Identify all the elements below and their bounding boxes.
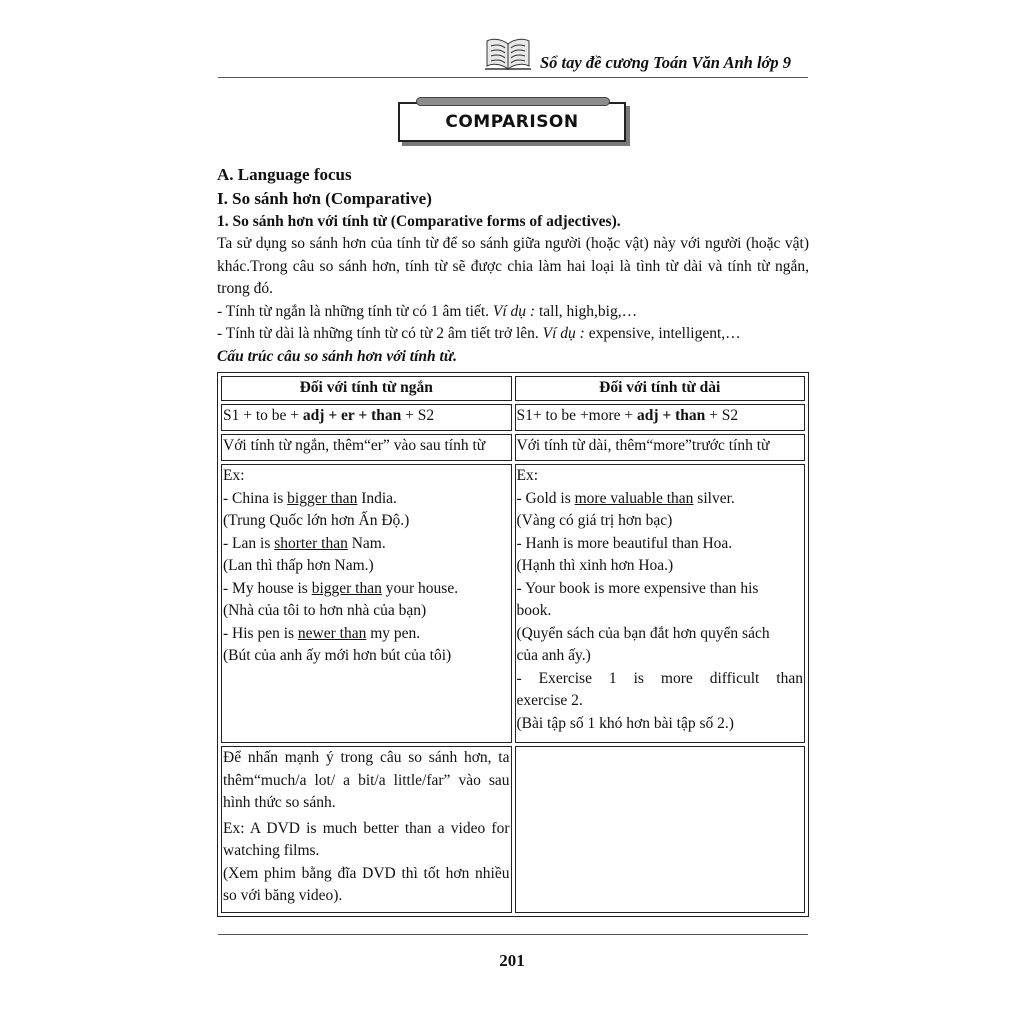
example-translation: (Bài tập số 1 khó hơn bài tập số 2.) — [516, 714, 734, 732]
long-adjective-text: - Tính từ dài là những tính từ có từ 2 âm tiết trở lên. — [217, 325, 543, 342]
example-translation: (Quyển sách của bạn đắt hơn quyển sách — [516, 624, 770, 642]
header-divider — [218, 77, 808, 78]
ex-label: Ex: — [516, 467, 539, 484]
ex-label: Ex: — [223, 467, 245, 484]
emphasis-translation: (Xem phim bằng đĩa DVD thì tốt hơn nhiều — [223, 864, 510, 882]
banner-tube — [416, 97, 610, 106]
formula-short — [221, 404, 512, 431]
example-translation: (Lan thì thấp hơn Nam.) — [223, 557, 374, 574]
empty-cell — [515, 746, 806, 913]
long-examples-cell — [515, 464, 806, 743]
formula-part: S1 + to be + — [223, 407, 303, 424]
emphasis-text: hình thức so sánh. — [223, 794, 336, 811]
table-row-rule — [221, 434, 805, 461]
short-adjective-text: - Tính từ ngắn là những tính từ có 1 âm tiết. — [217, 302, 493, 320]
example-sentence: - Lan is shorter than Nam. — [223, 534, 386, 552]
example-translation: (Trung Quốc lớn hơn Ấn Độ.) — [223, 512, 410, 529]
emphasis-text: thêm“much/a lot/ a bit/a little/far” vào sau — [223, 771, 510, 789]
emphasis-example: watching films. — [223, 842, 320, 859]
rule-long: Với tính từ dài, thêm“more”trước tính từ — [515, 434, 806, 461]
section-i-heading: I. So sánh hơn (Comparative) — [217, 189, 432, 208]
short-examples-cell — [221, 464, 512, 743]
intro-paragraph: Ta sử dụng so sánh hơn của tính từ để so sánh giữa người (hoặc vật) này với người (hoặc vật) khác.Trong câu so sánh hơn, tính từ sẽ được chia làm hai loại là tình từ dài và tính từ ngắn, trong đó. — [217, 235, 809, 297]
long-adjective-examples: expensive, intelligent,… — [584, 325, 741, 342]
example-sentence: - Hanh is more beautiful than Hoa. — [516, 534, 733, 552]
example-sentence: book. — [516, 602, 552, 619]
example-sentence: - Exercise 1 is more difficult than — [516, 669, 803, 687]
open-book-icon — [484, 36, 532, 72]
content — [217, 163, 809, 368]
example-translation: (Hạnh thì xinh hơn Hoa.) — [516, 557, 674, 574]
comparison-banner — [398, 97, 632, 151]
example-label: Ví dụ : — [542, 325, 585, 342]
emphasis-text: Để nhấn mạnh ý trong câu so sánh hơn, ta — [223, 749, 510, 766]
formula-part: S1+ to be +more + — [516, 407, 638, 424]
formula-long — [515, 404, 806, 431]
page-number: 201 — [499, 951, 525, 970]
example-translation: (Vàng có giá trị hơn bạc) — [516, 512, 673, 529]
column-header-short: Đối với tính từ ngắn — [221, 376, 512, 401]
example-sentence: - My house is bigger than your house. — [223, 579, 459, 597]
comparison-table — [217, 372, 809, 917]
section-a-heading: A. Language focus — [217, 165, 352, 184]
formula-part: + S2 — [705, 407, 739, 424]
example-sentence: - China is bigger than India. — [223, 489, 397, 507]
formula-part: + S2 — [401, 407, 435, 424]
table-row-examples — [221, 464, 805, 743]
column-header-long: Đối với tính từ dài — [515, 376, 806, 401]
header-title: Sổ tay đề cương Toán Văn Anh lớp 9 — [540, 53, 792, 72]
table-header-row — [221, 376, 805, 401]
table-row-emphasis — [221, 746, 805, 913]
emphasis-example: Ex: A DVD is much better than a video for — [223, 819, 510, 837]
long-adjective-line — [217, 323, 809, 346]
subsection-1-heading: 1. So sánh hơn với tính từ (Comparative forms of adjectives). — [217, 213, 621, 230]
example-sentence: - Your book is more expensive than his — [516, 579, 759, 597]
table-row-formula — [221, 404, 805, 431]
emphasis-cell — [221, 746, 512, 913]
example-translation: của anh ấy.) — [516, 647, 591, 664]
example-sentence: - His pen is newer than my pen. — [223, 624, 421, 642]
rule-short: Với tính từ ngắn, thêm“er” vào sau tính từ — [221, 434, 512, 461]
footer-divider — [218, 934, 808, 935]
short-adjective-line — [217, 301, 809, 324]
formula-bold: adj + than — [637, 407, 706, 424]
example-translation: (Bút của anh ấy mới hơn bút của tôi) — [223, 647, 452, 664]
example-label: Ví dụ : — [492, 302, 536, 320]
short-adjective-examples: tall, high,big,… — [535, 302, 638, 320]
structure-heading: Cấu trúc câu so sánh hơn với tính từ. — [217, 347, 457, 365]
example-translation: (Nhà của tôi to hơn nhà của bạn) — [223, 602, 427, 619]
formula-bold: adj + er + than — [302, 407, 402, 424]
example-sentence: - Gold is more valuable than silver. — [516, 489, 735, 507]
emphasis-translation: so với băng video). — [223, 887, 343, 904]
banner-label: COMPARISON — [398, 102, 626, 142]
example-sentence: exercise 2. — [516, 692, 583, 709]
